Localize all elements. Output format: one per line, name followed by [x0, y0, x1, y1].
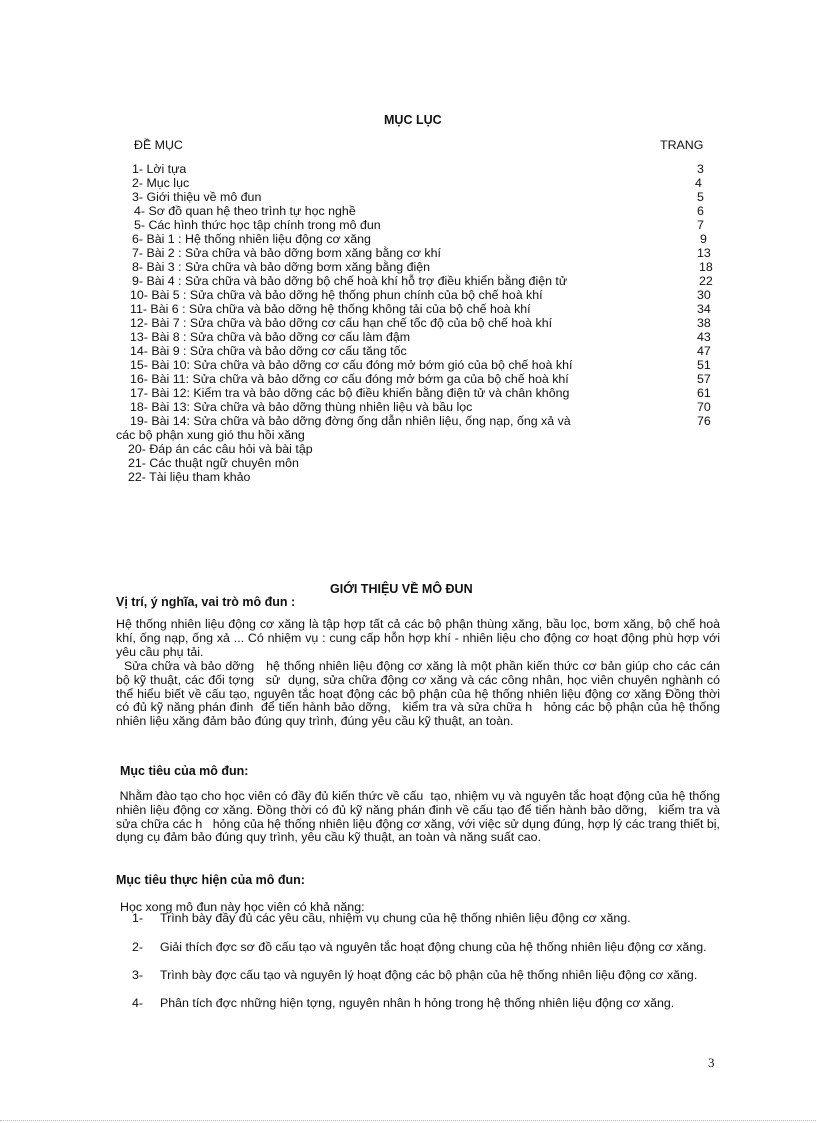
- toc-entry-text: 9- Bài 4 : Sửa chữa và bảo dỡng bộ chế hoà khí hỗ trợ điều khiển bằng điện tử: [132, 274, 568, 288]
- toc-entry[interactable]: [116, 470, 716, 484]
- toc-entry-page: 70: [697, 400, 711, 414]
- perf-heading: Mục tiêu thực hiện của mô đun:: [116, 873, 305, 887]
- toc-entry[interactable]: [116, 288, 716, 302]
- toc-entry-text: 11- Bài 6 : Sửa chữa và bảo dỡng hệ thống không tải của bộ chế hoà khí: [130, 302, 531, 316]
- objective-text: Trình bày đợc cấu tạo và nguyên lý hoạt động các bộ phận của hệ thống nhiên liệu động cơ xăng.: [160, 968, 698, 982]
- toc-entry-continuation-text: các bộ phận xung gió thu hồi xăng: [116, 428, 305, 442]
- toc-entry-continuation: [116, 428, 716, 442]
- toc-entry-text: 5- Các hình thức học tập chính trong mô đun: [134, 218, 381, 232]
- toc-entry[interactable]: [116, 330, 716, 344]
- objective-text: Giải thích đợc sơ đồ cấu tạo và nguyên tắc hoạt động chung của hệ thống nhiên liệu động cơ xăng.: [160, 940, 707, 954]
- toc-entry[interactable]: [116, 274, 716, 288]
- toc-entry[interactable]: [116, 246, 716, 260]
- toc-entry-page: 30: [697, 288, 711, 302]
- toc-entry-text: 17- Bài 12: Kiểm tra và bảo dỡng các bộ điều khiển bằng điện tử và chân không: [130, 386, 570, 400]
- toc-entry-page: 6: [697, 204, 704, 218]
- objective-item: [132, 969, 712, 982]
- toc-entry-page: 7: [697, 218, 704, 232]
- toc-entry-text: 16- Bài 11: Sửa chữa và bảo dỡng cơ cấu đóng mở bớm ga của bộ chế hoà khí: [130, 372, 569, 386]
- toc-entry-text: 2- Mục lục: [132, 176, 190, 190]
- objective-text: Phân tích đợc những hiện tợng, nguyên nhân h hỏng trong hệ thống nhiên liệu động cơ xăng.: [160, 996, 675, 1010]
- toc-entry-text: 21- Các thuật ngữ chuyên môn: [128, 456, 299, 470]
- toc-entry-page: 38: [697, 316, 711, 330]
- toc-entry-page: 57: [697, 372, 711, 386]
- objective-number: 1-: [132, 911, 144, 925]
- objective-item: [132, 941, 712, 954]
- intro-title: GIỚI THIỆU VỀ MÔ ĐUN: [330, 582, 473, 596]
- toc-entry-text: 15- Bài 10: Sửa chữa và bảo dỡng cơ cấu đóng mở bớm gió của bộ chế hoà khí: [130, 358, 573, 372]
- toc-entry-page: 5: [697, 190, 704, 204]
- toc-entry[interactable]: [116, 162, 716, 176]
- toc-entry-text: 4- Sơ đồ quan hệ theo trình tự học nghề: [134, 204, 356, 218]
- objective-text: Trình bày đầy đủ các yêu cầu, nhiệm vụ chung của hệ thống nhiên liệu động cơ xăng.: [160, 911, 631, 925]
- toc-entry-page: 34: [697, 302, 711, 316]
- toc-entry-text: 13- Bài 8 : Sửa chữa và bảo dỡng cơ cấu làm đậm: [130, 330, 411, 344]
- toc-entry-text: 22- Tài liệu tham khảo: [128, 470, 251, 484]
- toc-entry[interactable]: [116, 232, 716, 246]
- perf-intro: Học xong mô đun này học viên có khả năng:: [120, 900, 365, 914]
- toc-entry-page: 3: [697, 162, 704, 176]
- toc-entry[interactable]: [116, 400, 716, 414]
- toc-col-left: ĐỀ MỤC: [134, 138, 183, 152]
- toc-entry-text: 10- Bài 5 : Sửa chữa và bảo dỡng hệ thống phun chính của bộ chế hoà khí: [130, 288, 543, 302]
- toc-entry[interactable]: [116, 302, 716, 316]
- goal-paragraph: Nhằm đào tạo cho học viên có đầy đủ kiến thức về cấu tạo, nhiệm vụ và nguyên tắc hoạt động của hệ thống nhiên liệu động cơ xăng. Đồng thời có đủ kỹ năng phán đinh về cấu tạo để tiến hành bảo dỡng, kiểm tra và sửa chữa các h hỏng của hệ thống nhiên liệu động cơ xăng, với việc sử dụng đúng, hợp lý các trang thiết bị, dụng cụ đảm bảo đúng quy trình, yêu cầu kỹ thuật, an toàn và năng suất cao.: [116, 789, 724, 845]
- toc-entry-page: 9: [700, 232, 707, 246]
- toc-entry-page: 4: [695, 176, 702, 190]
- toc-entry[interactable]: [116, 344, 716, 358]
- objective-item: [132, 997, 712, 1010]
- objective-number: 4-: [132, 996, 144, 1010]
- toc-entry-page: 18: [699, 260, 713, 274]
- toc-entry[interactable]: [116, 204, 716, 218]
- toc-entry-page: 22: [699, 274, 713, 288]
- toc-title: MỤC LỤC: [384, 113, 442, 127]
- objective-item: [132, 912, 712, 925]
- toc-entry-page: 47: [697, 344, 711, 358]
- toc-entry-text: 1- Lời tựa: [132, 162, 187, 176]
- toc-entry-page: 61: [697, 386, 711, 400]
- toc-entry-text: 12- Bài 7 : Sửa chữa và bảo dỡng cơ cấu hạn chế tốc độ của bộ chế hoà khí: [130, 316, 553, 330]
- page-number: 3: [708, 1055, 715, 1070]
- toc-entry-text: 8- Bài 3 : Sửa chữa và bảo dỡng bơm xăng bằng điện: [132, 260, 431, 274]
- toc-entry-page: 43: [697, 330, 711, 344]
- toc-entry[interactable]: [116, 372, 716, 386]
- toc-entry-page: 51: [697, 358, 711, 372]
- toc-entry-text: 7- Bài 2 : Sửa chữa và bảo dỡng bơm xăng bằng cơ khí: [132, 246, 441, 260]
- toc-entry[interactable]: [116, 218, 716, 232]
- toc-entry-text: 19- Bài 14: Sửa chữa và bảo dỡng đờng ống dẫn nhiên liệu, ống nạp, ống xả và: [130, 414, 571, 428]
- page-bottom-rule: [0, 1120, 816, 1121]
- toc-entry-text: 18- Bài 13: Sửa chữa và bảo dỡng thùng nhiên liệu và bầu lọc: [130, 400, 473, 414]
- toc-entry-text: 14- Bài 9 : Sửa chữa và bảo dỡng cơ cấu tăng tốc: [130, 344, 407, 358]
- toc-entry[interactable]: [116, 358, 716, 372]
- objective-number: 2-: [132, 940, 144, 954]
- toc-entry-text: 6- Bài 1 : Hệ thống nhiên liệu động cơ xăng: [132, 232, 371, 246]
- toc-entry-page: 76: [697, 414, 711, 428]
- toc-entry[interactable]: [116, 442, 716, 456]
- toc-entry[interactable]: [116, 190, 716, 204]
- role-paragraph-2: Sửa chữa và bảo dỡng hệ thống nhiên liệu động cơ xăng là một phần kiến thức cơ bản giúp cho các cán bộ kỹ thuật, các đối tợng sử dụng, sửa chữa động cơ xăng và các công nhân, học viên chuyên nghành có thể hiểu biết về cấu tạo, nguyên tắc hoạt động các bộ phận của hệ thống nhiên liệu động cơ xăng Đồng thời có đủ kỹ năng phán đinh để tiến hành bảo dỡng, kiểm tra và sửa chữa h hỏng các bộ phận của hệ thống nhiên liệu xăng đảm bảo đúng quy trình, đúng yêu cầu kỹ thuật, an toàn.: [116, 659, 724, 729]
- toc-entry-text: 3- Giới thiệu về mô đun: [132, 190, 262, 204]
- toc-entry[interactable]: [116, 414, 716, 428]
- toc-entry[interactable]: [116, 176, 716, 190]
- toc-entry[interactable]: [116, 456, 716, 470]
- toc-entry[interactable]: [116, 316, 716, 330]
- role-heading: Vị trí, ý nghĩa, vai trò mô đun :: [116, 595, 296, 609]
- objective-number: 3-: [132, 968, 144, 982]
- toc-entry[interactable]: [116, 260, 716, 274]
- role-paragraph-1: Hệ thống nhiên liệu động cơ xăng là tập hợp tất cả các bộ phận thùng xăng, bầu lọc, bơm xăng, bộ chế hoà khí, ống nạp, ống xả ... Có nhiệm vụ : cung cấp hỗn hợp khí - nhiên liệu cho động cơ hoạt động phù hợp với yêu cầu phụ tải.: [116, 617, 720, 659]
- toc-entry[interactable]: [116, 386, 716, 400]
- goal-heading: Mục tiêu của mô đun:: [120, 764, 249, 778]
- toc-col-right: TRANG: [660, 138, 704, 152]
- toc-entry-text: 20- Đáp án các câu hỏi và bài tập: [128, 442, 313, 456]
- toc-entry-page: 13: [697, 246, 711, 260]
